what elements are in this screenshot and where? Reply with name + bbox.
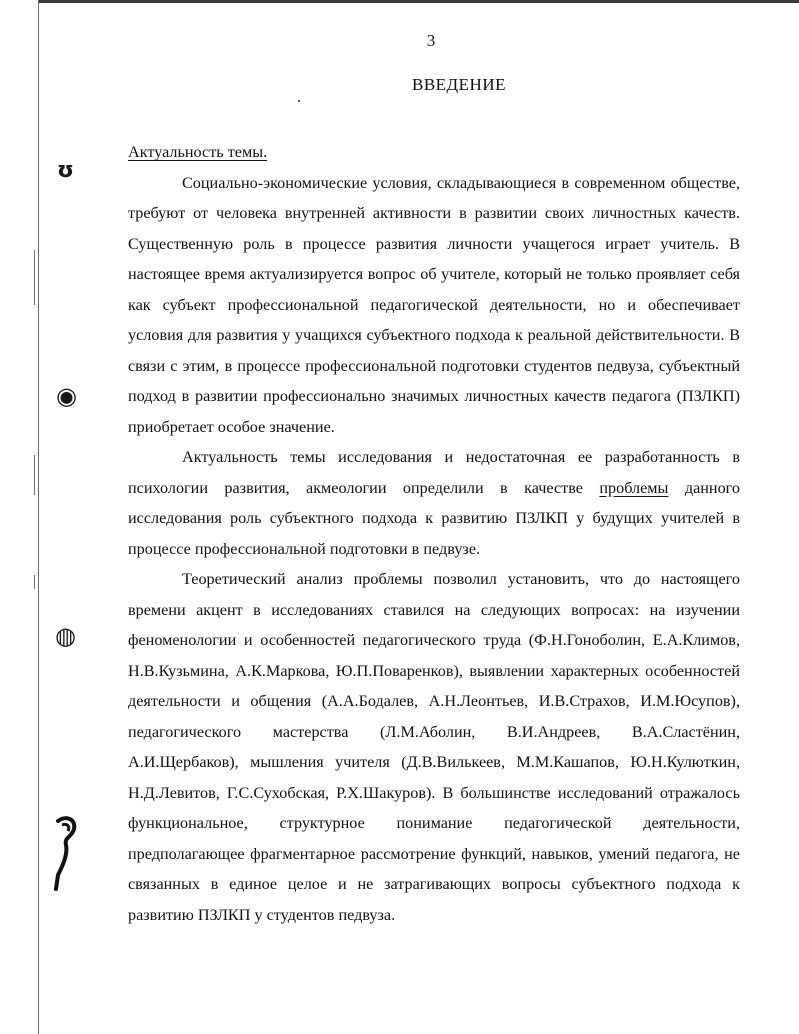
section-subheading — [128, 137, 740, 168]
paragraph-2 — [128, 442, 740, 564]
paragraph-2-end: данного исследования роль субъектного подхода к развитию ПЗЛКП у будущих учителей в процессе профессиональной подготовки в педвузе. — [128, 478, 741, 558]
scan-speck — [34, 575, 35, 589]
paragraph-2-start: Актуальность темы исследования и недостаточная ее разработанность в психологии развития, акмеологии определили в качестве — [128, 448, 740, 497]
scan-left-edge — [38, 0, 39, 1034]
scan-top-edge — [38, 0, 799, 3]
scan-speck — [34, 455, 35, 495]
paragraph-3: Теоретический анализ проблемы позволил установить, что до настоящего времени акцент в исследованиях ставился на следующих вопросах: на изучении феноменологии и особенностей педагогического труда (Ф.Н.Гоноболин, Е.А.Климов, Н.В.Кузьмина, А.К.Маркова, Ю.П.Поваренков), выявлении характерных особенностей деятельности и общения (А.А.Бодалев, А.Н.Леонтьев, И.В.Страхов, И.М.Юсупов), педагогического мастерства (Л.М.Аболин, В.И.Андреев, В.А.Сластёнин, А.И.Щербаков), мышления учителя (Д.В.Вилькеев, М.М.Кашапов, Ю.Н.Кулюткин, Н.Д.Левитов, Г.С.Сухобская, Р.Х.Шакуров). В большинстве исследований отражалось функциональное, структурное понимание педагогической деятельности, предполагающее фрагментарное рассмотрение функций, навыков, умений педагога, не связанных в единое целое и не затрагивающих вопросы субъектного подхода к развитию ПЗЛКП у студентов педвуза. — [128, 570, 740, 924]
binding-hole-icon: ʊ — [57, 158, 74, 183]
binding-hole-icon: ◍ — [55, 622, 76, 650]
binding-hole-icon: ◉ — [56, 382, 77, 410]
document-body — [128, 137, 740, 930]
scan-dust — [298, 100, 300, 102]
ink-mark-icon — [52, 815, 82, 895]
page-title: ВВЕДЕНИЕ — [412, 75, 506, 94]
paragraph-1: Социально-экономические условия, складывающиеся в современном обществе, требуют от человека внутренней активности в развитии своих личностных качеств. Существенную роль в процессе развития личности учащегося играет учитель. В настоящее время актуализируется вопрос об учителе, который не только проявляет себя как субъект профессиональной педагогической деятельности, но и обеспечивает условия для развития у учащихся субъектного подхода к реальной действительности. В связи с этим, в процессе профессиональной подготовки студентов педвуза, субъектный подход в развитии профессионально значимых личностных качеств педагога (ПЗЛКП) приобретает особое значение. — [128, 173, 740, 436]
scan-speck — [34, 250, 35, 305]
page-number: 3 — [426, 31, 436, 50]
subheading-text: Актуальность темы. — [128, 143, 268, 161]
underlined-term: проблемы — [599, 478, 669, 497]
